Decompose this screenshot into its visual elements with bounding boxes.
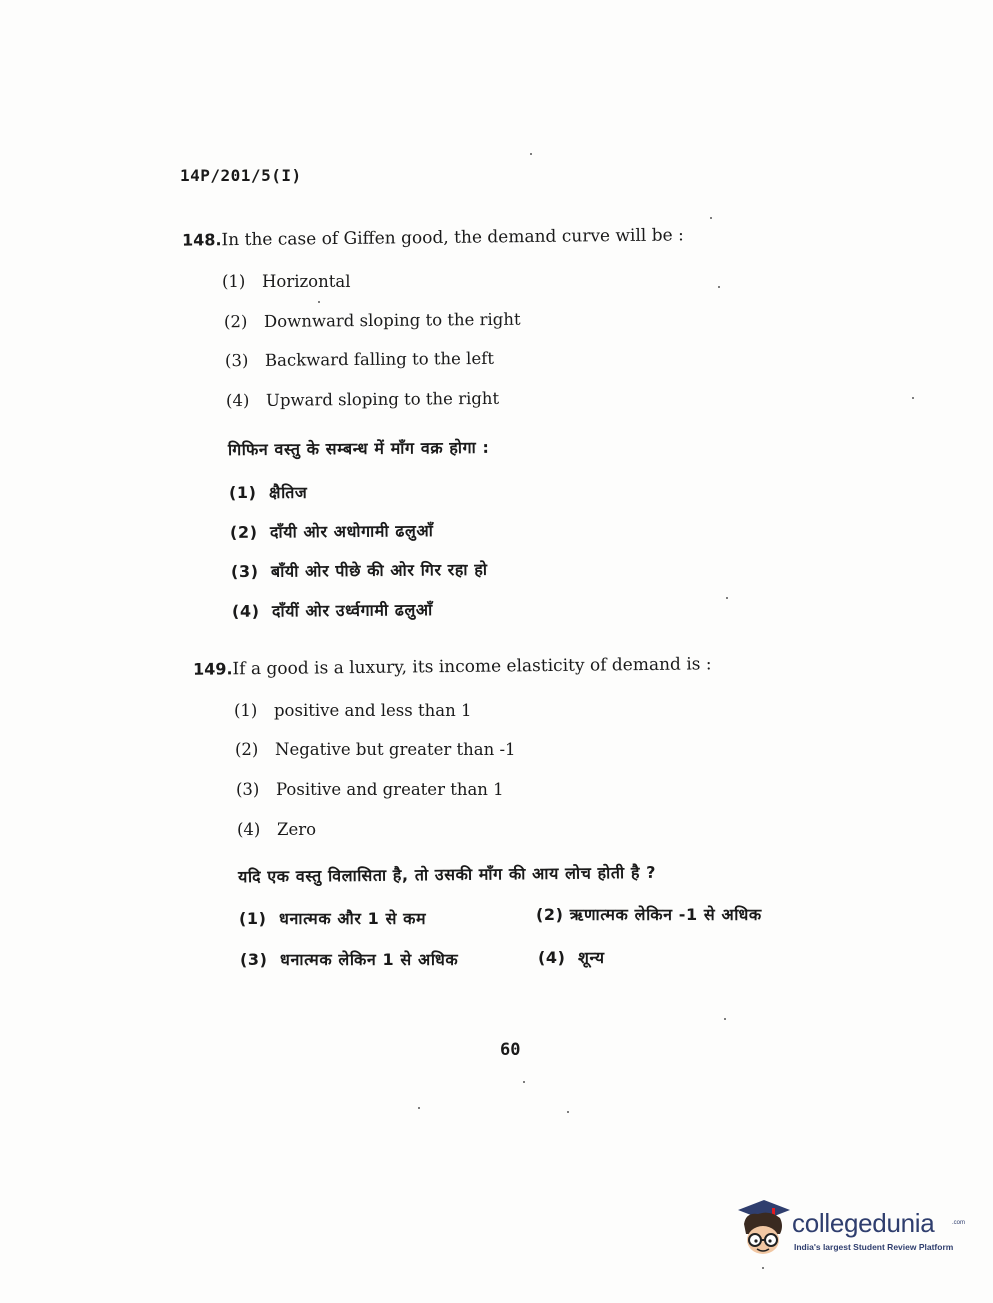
option-148-4: (4) Upward sloping to the right bbox=[225, 388, 500, 411]
scan-speck bbox=[418, 1107, 420, 1109]
option-149-2: (2) Negative but greater than -1 bbox=[235, 740, 516, 759]
brand-tagline: India's largest Student Review Platform bbox=[794, 1242, 954, 1252]
brand-name: collegedunia bbox=[792, 1208, 935, 1238]
scan-speck bbox=[762, 1267, 764, 1269]
option-149-hi-2: (2) ऋणात्मक लेकिन -1 से अधिक bbox=[536, 905, 762, 924]
question-148-hindi: गिफिन वस्तु के सम्बन्ध में माँग वक्र होगा : bbox=[227, 437, 490, 460]
option-148-hi-4: (4) दाँयीं ओर उर्ध्वगामी ढलुआँ bbox=[231, 600, 433, 621]
option-148-hi-1: (1) क्षैतिज bbox=[229, 483, 308, 502]
option-148-3: (3) Backward falling to the left bbox=[224, 348, 494, 371]
question-149-hindi: यदि एक वस्तु विलासिता है, तो उसकी माँग की आय लोच होती है ? bbox=[237, 862, 657, 887]
option-149-1: (1) positive and less than 1 bbox=[234, 701, 472, 720]
scan-speck bbox=[523, 1081, 525, 1083]
option-148-1: (1) Horizontal bbox=[222, 272, 351, 291]
question-text: If a good is a luxury, its income elasticity of demand is : bbox=[232, 654, 712, 680]
scan-speck bbox=[912, 397, 914, 399]
option-148-hi-3: (3) बाँयी ओर पीछे की ओर गिर रहा हो bbox=[230, 559, 488, 582]
question-148 bbox=[182, 225, 684, 250]
scan-speck bbox=[530, 153, 532, 155]
collegedunia-watermark bbox=[736, 1196, 966, 1266]
scan-speck bbox=[710, 217, 712, 219]
page-number: 60 bbox=[500, 1040, 521, 1060]
paper-code: 14P/201/5(I) bbox=[180, 166, 302, 185]
question-149 bbox=[193, 654, 712, 679]
student-mascot-icon bbox=[736, 1196, 792, 1260]
option-149-hi-4: (4) शून्य bbox=[538, 948, 605, 967]
scan-speck bbox=[567, 1111, 569, 1113]
option-149-hi-3: (3) धनात्मक लेकिन 1 से अधिक bbox=[240, 950, 459, 969]
scan-speck bbox=[718, 286, 720, 288]
option-149-4: (4) Zero bbox=[237, 820, 317, 839]
question-number: 149. bbox=[192, 659, 233, 679]
option-149-3: (3) Positive and greater than 1 bbox=[236, 780, 504, 799]
option-148-2: (2) Downward sloping to the right bbox=[223, 309, 521, 332]
question-number: 148. bbox=[181, 230, 222, 250]
scan-speck bbox=[318, 301, 320, 303]
scan-speck bbox=[724, 1018, 726, 1020]
brand-suffix: .com bbox=[952, 1220, 966, 1226]
option-149-hi-1: (1) धनात्मक और 1 से कम bbox=[239, 909, 427, 928]
scan-speck bbox=[726, 597, 728, 599]
option-148-hi-2: (2) दाँयी ओर अधोगामी ढलुआँ bbox=[229, 521, 434, 542]
question-text: In the case of Giffen good, the demand curve will be : bbox=[221, 225, 684, 251]
